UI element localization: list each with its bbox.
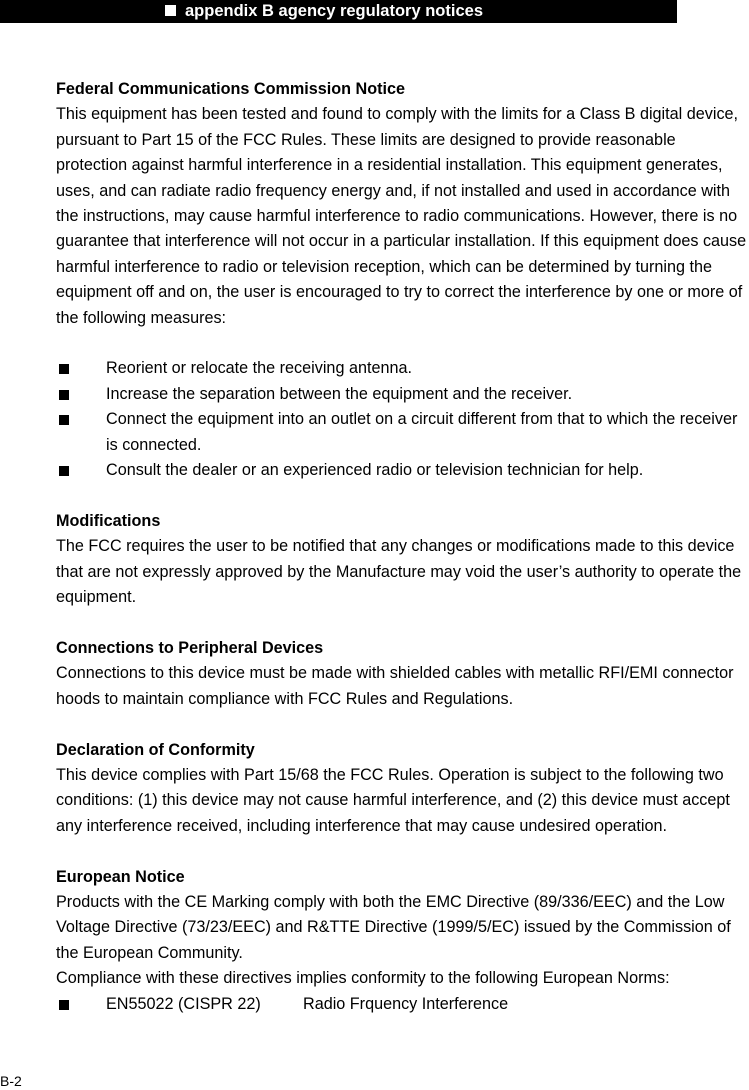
measure-text: Reorient or relocate the receiving antenna. — [106, 359, 412, 378]
spacer — [56, 483, 749, 508]
modifications-title: Modifications — [56, 511, 161, 530]
european-compliance-text: Compliance with these directives implies conformity to the following European Norms: — [56, 969, 670, 988]
section-header-bar — [0, 0, 677, 23]
norm-description: Radio Frquency Interference — [303, 994, 509, 1013]
section-header — [165, 0, 483, 23]
spacer — [56, 331, 749, 356]
fcc-measures-list — [56, 356, 749, 483]
fcc-notice-text: This equipment has been tested and found to comply with the limits for a Class B digital device, pursuant to Part 15 of the FCC Rules. These limits are designed to provide reasonable protection against harmful interference in a residential installation. This equipment generates, uses, and can radiate radio frequency energy and, if not installed and used in accordance with the instructions, may cause harmful interference to radio communications. However, there is no guarantee that interference will not occur in a particular installation. If this equipment does cause harmful interference to radio or television reception, which can be determined by turning the equipment off and on, the user is encouraged to try to correct the interference by one or more of the following measures: — [56, 105, 747, 327]
spacer — [56, 839, 749, 864]
list-item — [56, 992, 749, 1017]
square-bullet-icon — [59, 466, 69, 476]
list-item — [56, 458, 749, 483]
square-bullet-icon — [59, 415, 69, 425]
conformity-text: This device complies with Part 15/68 the FCC Rules. Operation is subject to the following two conditions: (1) this device may not cause harmful interference, and (2) this device must accept any interference received, including interference that may cause undesired operation. — [56, 765, 730, 835]
page-number: B-2 — [0, 1073, 22, 1089]
fcc-notice-title: Federal Communications Commission Notice — [56, 80, 405, 98]
section-header-title: appendix B agency regulatory notices — [185, 2, 483, 20]
modifications-text: The FCC requires the user to be notified that any changes or modifications made to this device that are not expressly approved by the Manufacture may void the user’s authority to operate the equipment. — [56, 537, 742, 607]
document-body — [56, 77, 749, 1017]
list-item — [56, 356, 749, 381]
square-bullet-icon — [59, 364, 69, 374]
european-norms-list — [56, 992, 749, 1017]
square-bullet-icon — [59, 1000, 69, 1010]
list-item — [56, 382, 749, 407]
connections-title: Connections to Peripheral Devices — [56, 638, 324, 657]
conformity-title: Declaration of Conformity — [56, 740, 255, 759]
norm-code: EN55022 (CISPR 22) — [106, 994, 261, 1013]
connections-text: Connections to this device must be made with shielded cables with metallic RFI/EMI connector hoods to maintain compliance with FCC Rules and Regulations. — [56, 664, 734, 708]
measure-text: Connect the equipment into an outlet on a circuit different from that to which the receiver is connected. — [106, 410, 738, 454]
measure-text: Consult the dealer or an experienced radio or television technician for help. — [106, 461, 644, 480]
square-bullet-icon — [165, 5, 176, 16]
list-item — [56, 407, 749, 458]
spacer — [56, 611, 749, 636]
european-notice-text: Products with the CE Marking comply with both the EMC Directive (89/336/EEC) and the Low Voltage Directive (73/23/EEC) and R&TTE Directive (1999/5/EC) issued by the Commission of the European Community. — [56, 892, 731, 962]
european-notice-title: European Notice — [56, 867, 185, 886]
measure-text: Increase the separation between the equipment and the receiver. — [106, 384, 573, 403]
spacer — [56, 712, 749, 737]
square-bullet-icon — [59, 390, 69, 400]
